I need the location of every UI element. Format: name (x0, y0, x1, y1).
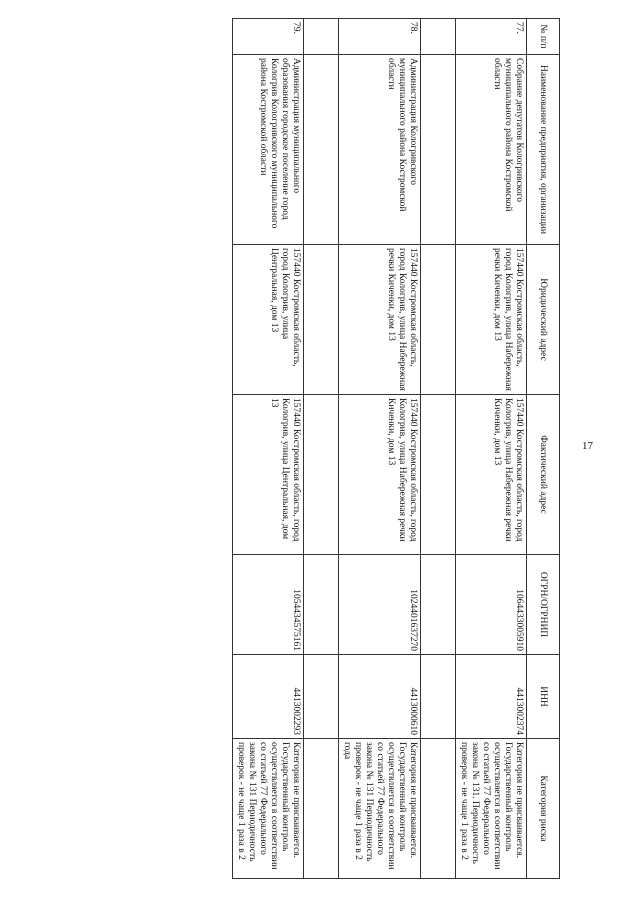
empty-cell (304, 655, 339, 739)
legal-address: 157440 Костромская область, город Кологрив, улица Набережная речки Киченки, дом 13 (456, 245, 527, 395)
empty-cell (421, 55, 456, 245)
empty-cell (421, 555, 456, 655)
actual-address: 157440 Костромская область, город Кологрив, улица Центральная, дом 13 (233, 395, 304, 555)
legal-address: 157440 Костромская область, город Кологрив, улица Центральная, дом 13 (233, 245, 304, 395)
risk-category: Категория не присваивается. Государственный контроль осуществляется в соответствии со статьей 77 Федерального закона № 131 Периодичность проверок - не чаще 1 раза в 2 (233, 739, 304, 879)
organization-name: Собрание депутатов Кологривского муниципального района Костромской области (456, 55, 527, 245)
empty-cell (304, 55, 339, 245)
ogrn-value: 1064433005910 (456, 555, 527, 655)
row-number: 79. (233, 19, 304, 55)
legal-address: 157440 Костромская область, город Кологрив, улица Набережная речки Киченки, дом 13 (339, 245, 421, 395)
organization-name: Администрация муниципального образования городское поселение город Кологрив Кологривского муниципального района Костромской области (233, 55, 304, 245)
header-legal-address: Юридический адрес (527, 245, 560, 395)
empty-cell (304, 245, 339, 395)
header-ogrn: ОГРН/ОГРНИП (527, 555, 560, 655)
table-row (233, 19, 304, 879)
row-number: 77. (456, 19, 527, 55)
inspection-registry-table (20, 18, 560, 878)
inn-value: 4413002293 (233, 655, 304, 739)
actual-address: 157440 Костромская область, город Кологрив, улица Набережная речки Киченки, дом 13 (339, 395, 421, 555)
ogrn-value: 1024401637270 (339, 555, 421, 655)
empty-cell (421, 245, 456, 395)
risk-category: Категория не присваивается. Государственный контроль осуществляется в соответствии со статьей 77 Федерального закона № 131. Периодичность проверок - не чаще 1 раза в 2 (456, 739, 527, 879)
empty-cell (421, 19, 456, 55)
empty-cell (304, 395, 339, 555)
page-number: 17 (582, 440, 593, 452)
empty-cell (421, 395, 456, 555)
table-row-continuation (304, 19, 339, 879)
header-row (527, 19, 560, 879)
table-row (456, 19, 527, 879)
header-risk-category: Категория риска (527, 739, 560, 879)
empty-cell (421, 739, 456, 879)
table-row-continuation (421, 19, 456, 879)
empty-cell (304, 739, 339, 879)
inn-value: 4413000610 (339, 655, 421, 739)
actual-address: 157440 Костромская область, город Кологрив, улица Набережная речки Киченки, дом 13 (456, 395, 527, 555)
inn-value: 4413002374 (456, 655, 527, 739)
row-number: 78. (339, 19, 421, 55)
empty-cell (304, 19, 339, 55)
header-organization-name: Наименование предприятия, организации (527, 55, 560, 245)
organization-name: Администрация Кологривского муниципального района Костромской области (339, 55, 421, 245)
ogrn-value: 1054434575161 (233, 555, 304, 655)
header-actual-address: Фактический адрес (527, 395, 560, 555)
empty-cell (304, 555, 339, 655)
empty-cell (421, 655, 456, 739)
header-number: № п/п (527, 19, 560, 55)
risk-category: Категория не присваивается. Государственный контроль осуществляется в соответствии со статьей 77 Федерального закона № 131 Периодичность проверок - не чаще 1 раза в 2 года (339, 739, 421, 879)
header-inn: ИНН (527, 655, 560, 739)
table-row (339, 19, 421, 879)
